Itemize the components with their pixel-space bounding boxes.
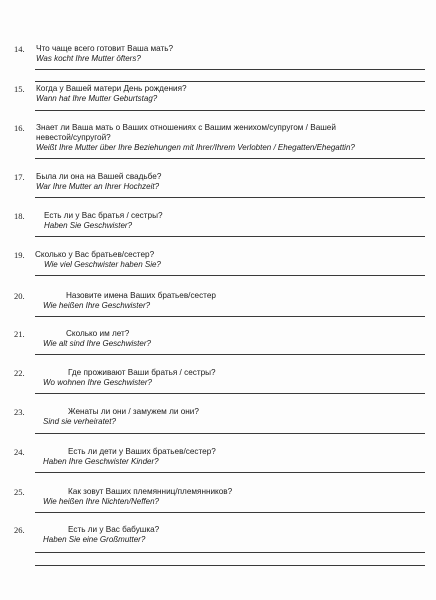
- question-text-ru: Есть ли у Вас бабушка?: [68, 525, 160, 534]
- answer-line: [35, 552, 425, 553]
- question-text-ru: Где проживают Ваши братья / сестры?: [68, 368, 216, 377]
- question-number: 14.: [14, 44, 25, 54]
- question-number: 21.: [14, 329, 25, 339]
- question-text-ru: Знает ли Ваша мать о Ваших отношениях с Вашим женихом/супругом / Вашей: [36, 123, 336, 132]
- question-number: 24.: [14, 447, 25, 457]
- question-number: 16.: [14, 123, 25, 133]
- answer-line: [35, 472, 425, 473]
- question-text-ru: Сколько у Вас братьев/сестер?: [35, 250, 155, 259]
- question-number: 18.: [14, 211, 25, 221]
- question-text-de: War Ihre Mutter an Ihrer Hochzeit?: [36, 182, 160, 191]
- answer-line: [35, 316, 425, 317]
- question-text-de: Wann hat Ihre Mutter Geburtstag?: [36, 94, 158, 103]
- question-number: 26.: [14, 525, 25, 535]
- question-text-ru: Была ли она на Вашей свадьбе?: [36, 172, 162, 181]
- question-text-de: Wie heißen Ihre Geschwister?: [43, 301, 151, 310]
- question-text-ru-continued: невестой/супругой?: [36, 133, 111, 142]
- answer-line: [35, 197, 425, 198]
- question-text-ru: Есть ли у Вас братья / сестры?: [44, 211, 163, 220]
- answer-line: [35, 393, 425, 394]
- question-text-de: Haben Ihre Geschwister Kinder?: [43, 457, 159, 466]
- question-text-ru: Назовите имена Ваших братьев/сестер: [66, 291, 216, 300]
- answer-line: [35, 354, 425, 355]
- question-text-de: Weißt Ihre Mutter über Ihre Beziehungen mit Ihrer/Ihrem Verlobten / Ehegatten/Ehegattin?: [36, 143, 355, 152]
- answer-line: [35, 110, 425, 111]
- answer-line: [35, 69, 425, 70]
- question-number: 15.: [14, 84, 25, 94]
- question-text-de: Wie alt sind Ihre Geschwister?: [43, 339, 151, 348]
- question-text-de: Haben Sie Geschwister?: [44, 221, 133, 230]
- answer-line: [35, 275, 425, 276]
- question-text-de: Sind sie verheiratet?: [43, 417, 116, 426]
- answer-line: [35, 81, 425, 82]
- question-text-de: Was kocht Ihre Mutter öfters?: [36, 54, 141, 63]
- question-text-ru: Женаты ли они / замужем ли они?: [68, 407, 199, 416]
- question-text-de: Haben Sie eine Großmutter?: [43, 535, 146, 544]
- question-text-ru: Есть ли дети у Ваших братьев/сестер?: [68, 447, 216, 456]
- question-number: 19.: [14, 250, 25, 260]
- question-text-de: Wie viel Geschwister haben Sie?: [44, 260, 161, 269]
- answer-line: [35, 512, 425, 513]
- question-text-ru: Когда у Вашей матери День рождения?: [36, 84, 187, 93]
- question-text-de: Wie heißen Ihre Nichten/Neffen?: [43, 497, 159, 506]
- question-number: 22.: [14, 368, 25, 378]
- question-number: 25.: [14, 487, 25, 497]
- question-number: 20.: [14, 291, 25, 301]
- answer-line: [35, 158, 425, 159]
- question-text-de: Wo wohnen Ihre Geschwister?: [43, 378, 152, 387]
- question-text-ru: Сколько им лет?: [66, 329, 130, 338]
- question-text-ru: Что чаще всего готовит Ваша мать?: [36, 44, 174, 53]
- question-number: 23.: [14, 407, 25, 417]
- answer-line: [35, 236, 425, 237]
- question-text-ru: Как зовут Ваших племянниц/племянников?: [68, 487, 233, 496]
- answer-line: [35, 565, 425, 566]
- answer-line: [35, 433, 425, 434]
- question-number: 17.: [14, 172, 25, 182]
